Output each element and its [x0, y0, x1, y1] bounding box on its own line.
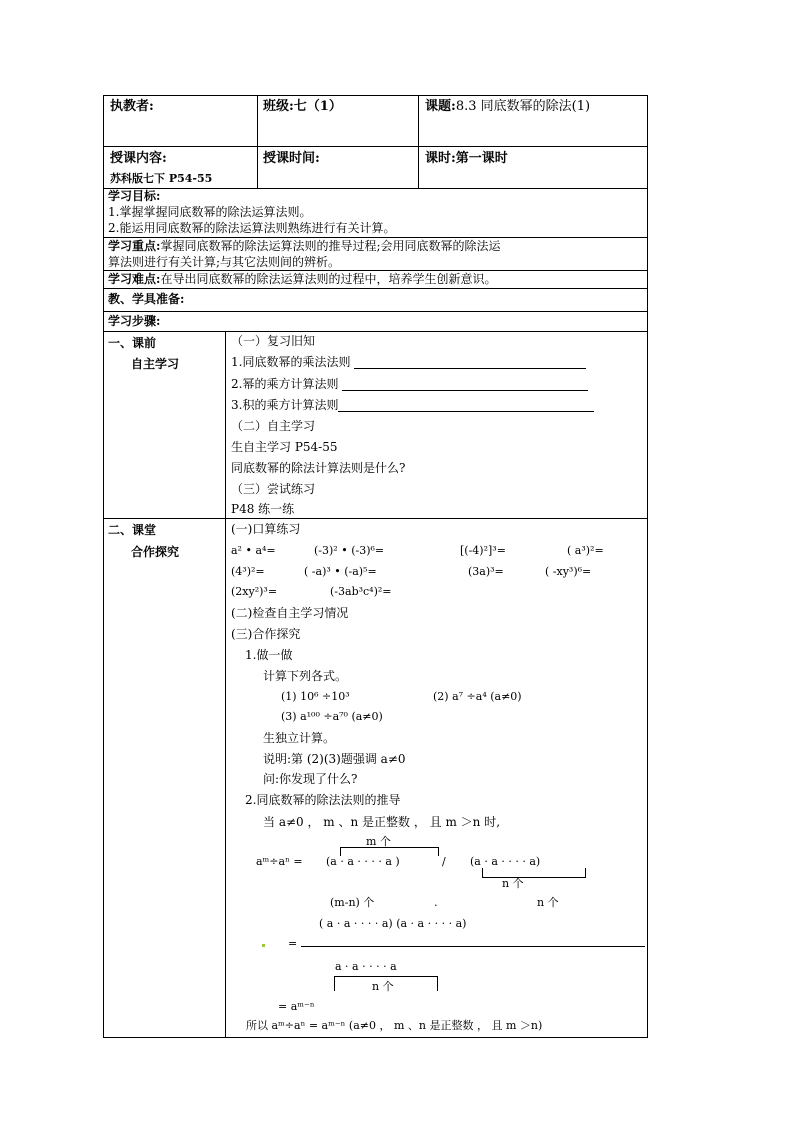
- oral-exercise: ( -a)³ • (-a)⁵=: [304, 565, 377, 578]
- check-heading: (二)检查自主学习情况: [231, 606, 349, 620]
- topic-label: 课题:: [425, 99, 456, 114]
- oral-exercise: ( -xy³)⁶=: [545, 565, 592, 578]
- prep-label: 教、学具准备:: [108, 292, 185, 306]
- self-study-line: 生自主学习 P54-55: [231, 440, 338, 454]
- try-line: P48 练一练: [231, 502, 295, 516]
- n-count-label-2: n 个: [537, 896, 559, 909]
- condition-line: 当 a≠0 ， m 、n 是正整数 ， 且 m ＞n 时,: [263, 815, 501, 829]
- difficulty-label: 学习难点:: [108, 272, 161, 286]
- bottom-bracket: [482, 868, 586, 878]
- independent-calc: 生独立计算。: [263, 731, 336, 745]
- oral-exercise: (3a)³=: [468, 565, 504, 578]
- m-count-label: m 个: [366, 835, 391, 848]
- fraction-bar: [301, 946, 645, 947]
- calc-instruction: 计算下列各式。: [263, 669, 348, 683]
- coop-heading: (三)合作探究: [231, 627, 301, 641]
- mn-count-label: (m-n) 个: [330, 896, 375, 909]
- review-q1: 1.同底数幂的乘法法则: [231, 355, 586, 369]
- conclusion-line: 所以 aᵐ÷aⁿ = aᵐ⁻ⁿ (a≠0 ， m 、n 是正整数 ， 且 m ＞n): [246, 1019, 543, 1032]
- oral-heading: (一)口算练习: [231, 522, 301, 536]
- self-study-question: 同底数幂的除法计算法则是什么?: [231, 461, 406, 475]
- col-divider: [225, 331, 226, 1038]
- steps-label: 学习步骤:: [108, 314, 161, 328]
- key-points-line: 学习重点:掌握同底数幂的除法运算法则的推导过程;会用同底数幂的除法运: [108, 239, 501, 253]
- oral-exercise: a² • a⁴=: [231, 544, 276, 557]
- section2-subtitle: 合作探究: [131, 545, 180, 559]
- row-divider: [103, 237, 648, 238]
- oral-exercise: (2xy²)³=: [231, 585, 278, 598]
- col-divider: [418, 95, 419, 188]
- calc-item: (2) a⁷ ÷a⁴ (a≠0): [433, 690, 522, 703]
- row-divider: [103, 518, 648, 519]
- result-line: = aᵐ⁻ⁿ: [278, 1000, 315, 1013]
- oral-exercise: (-3ab³c⁴)²=: [330, 585, 392, 598]
- answer-blank[interactable]: [342, 378, 588, 391]
- row-divider: [103, 270, 648, 271]
- slash: /: [442, 855, 446, 868]
- question-line: 问:你发现了什么?: [263, 772, 358, 786]
- row-divider: [103, 188, 648, 189]
- do-heading: 1.做一做: [245, 648, 293, 662]
- n-count-label: n 个: [502, 877, 524, 890]
- difficulty-line: 学习难点:在导出同底数幂的除法运算法则的过程中，培养学生创新意识。: [108, 272, 497, 286]
- period-label: 课时:第一课时: [425, 151, 508, 166]
- review-heading: （一）复习旧知: [231, 334, 316, 348]
- goals-label: 学习目标:: [108, 189, 161, 203]
- row-divider: [103, 331, 648, 332]
- answer-blank[interactable]: [354, 356, 586, 369]
- class-label: 班级:七（1）: [263, 99, 342, 114]
- green-mark: [262, 944, 265, 947]
- content-label: 授课内容:: [110, 151, 167, 166]
- note-line: 说明:第 (2)(3)题强调 a≠0: [263, 752, 406, 766]
- equals-sign: =: [288, 937, 298, 950]
- oral-exercise: ( a³)²=: [567, 544, 604, 557]
- division-lhs: aᵐ÷aⁿ =: [256, 855, 303, 868]
- try-heading: （三）尝试练习: [231, 482, 316, 496]
- product-m: (a · a · · · · a ): [326, 855, 400, 868]
- product-n: (a · a · · · · a): [470, 855, 541, 868]
- section2-title: 二、课堂: [108, 523, 157, 537]
- col-divider: [257, 95, 258, 188]
- section1-subtitle: 自主学习: [131, 357, 180, 371]
- oral-exercise: [(-4)²]³=: [460, 544, 506, 557]
- goal-item: 2.能运用同底数幂的除法运算法则熟练进行有关计算。: [108, 221, 396, 235]
- dot-mark: .: [434, 896, 438, 909]
- oral-exercise: (4³)²=: [231, 565, 265, 578]
- derive-heading: 2.同底数幂的除法法则的推导: [245, 793, 401, 807]
- self-study-heading: （二）自主学习: [231, 419, 316, 433]
- section1-title: 一、课前: [108, 336, 157, 350]
- answer-blank[interactable]: [338, 399, 594, 412]
- goal-item: 1.掌握掌握同底数幂的除法运算法则。: [108, 205, 312, 219]
- review-q3: 3.积的乘方计算法则: [231, 398, 594, 412]
- calc-item: (3) a¹⁰⁰ ÷a⁷⁰ (a≠0): [281, 710, 383, 723]
- topic-value: 8.3 同底数幂的除法(1): [455, 99, 591, 114]
- row-divider: [103, 288, 648, 289]
- oral-exercise: (-3)² • (-3)⁶=: [314, 544, 385, 557]
- teacher-label: 执教者:: [110, 99, 154, 114]
- topic: [425, 100, 590, 114]
- row-divider: [103, 146, 648, 147]
- n-count-label-3: n 个: [372, 980, 394, 993]
- calc-item: (1) 10⁶ ÷10³: [281, 690, 350, 703]
- key-points-label: 学习重点:: [108, 239, 161, 253]
- review-q2: 2.幂的乘方计算法则: [231, 377, 588, 391]
- time-label: 授课时间:: [263, 151, 320, 166]
- key-points-line2: 算法则进行有关计算;与其它法则间的辨析。: [108, 255, 341, 269]
- fraction-denominator: a · a · · · · a: [335, 960, 397, 973]
- content-value: 苏科版七下 P54-55: [110, 172, 213, 185]
- fraction-numerator: ( a · a · · · · a) (a · a · · · · a): [319, 917, 467, 930]
- row-divider: [103, 311, 648, 312]
